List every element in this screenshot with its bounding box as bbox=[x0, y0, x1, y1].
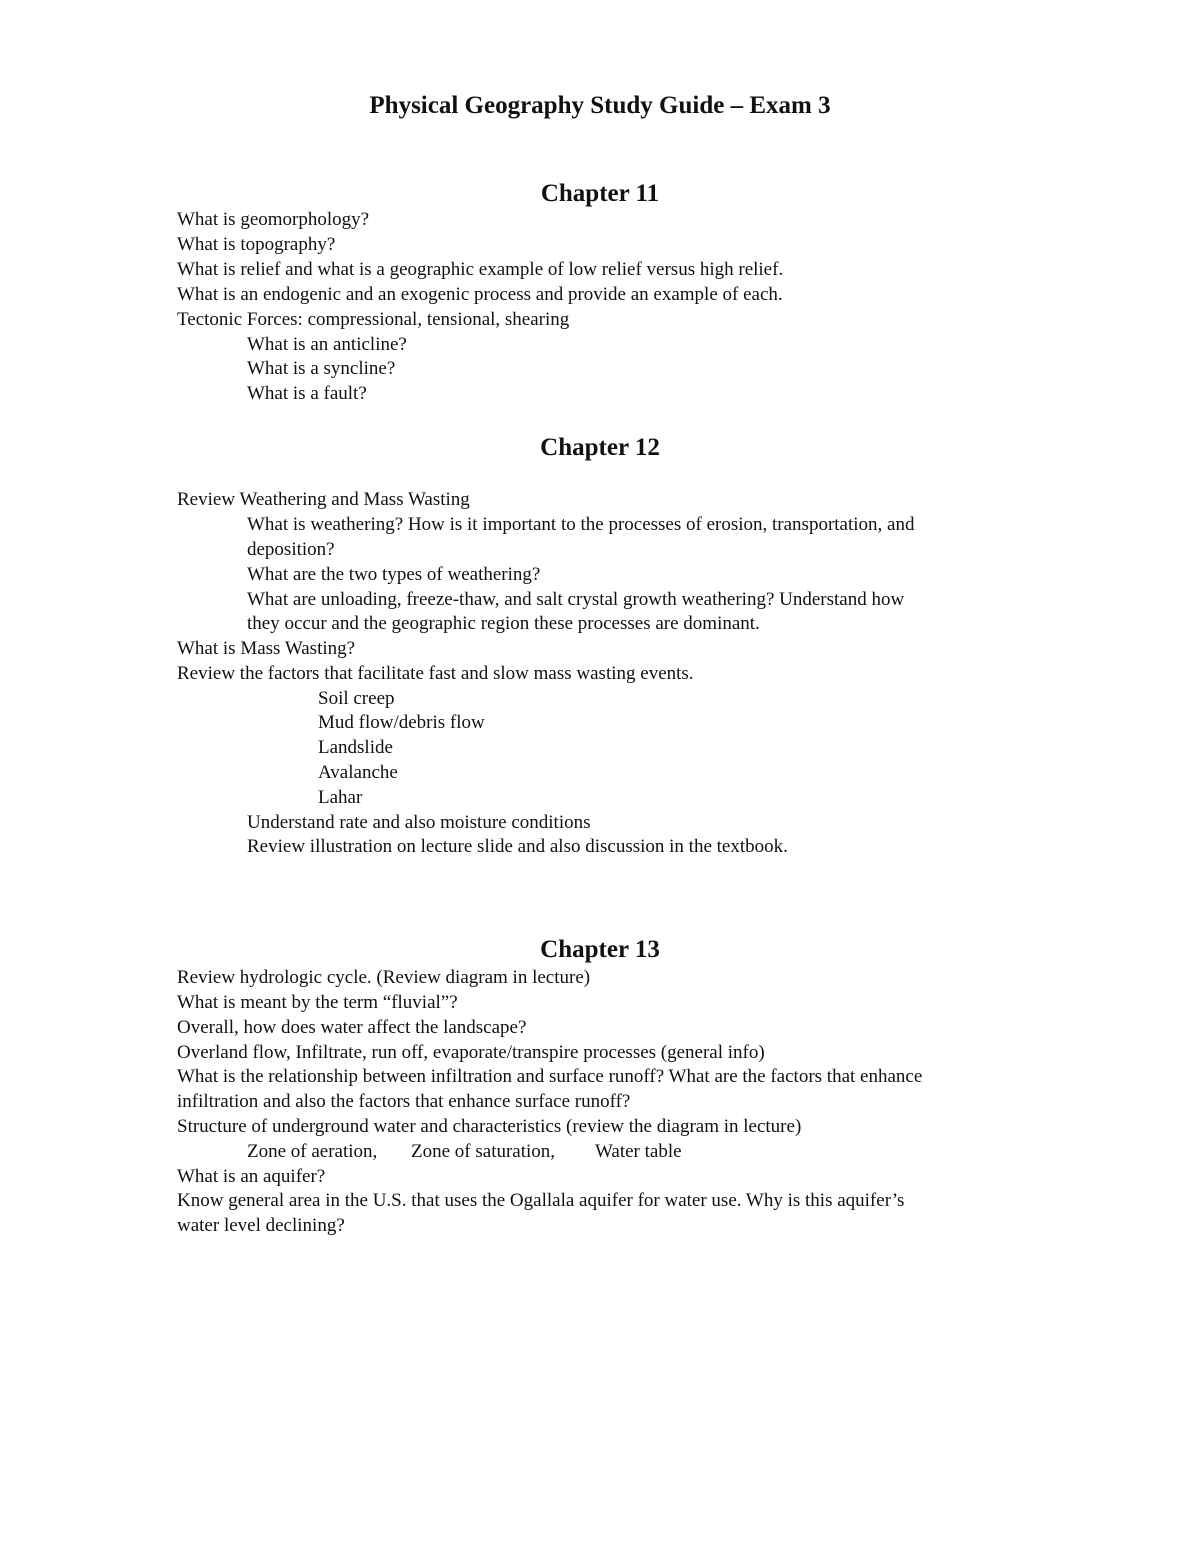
chapter-11-line: What is a syncline? bbox=[247, 358, 396, 379]
chapter-11-line: What is an endogenic and an exogenic process and provide an example of each. bbox=[177, 284, 783, 305]
mass-wasting-type: Landslide bbox=[318, 737, 393, 758]
chapter-13-line: What is the relationship between infiltration and surface runoff? What are the factors that enhance bbox=[177, 1066, 923, 1087]
chapter-11-line: What is relief and what is a geographic example of low relief versus high relief. bbox=[177, 259, 784, 280]
chapter-13-line: water level declining? bbox=[177, 1215, 345, 1236]
chapter-11-line: What is a fault? bbox=[247, 383, 367, 404]
chapter-11-line: Tectonic Forces: compressional, tensional, shearing bbox=[177, 309, 570, 330]
chapter-11-line: What is topography? bbox=[177, 234, 336, 255]
chapter-13-heading: Chapter 13 bbox=[540, 936, 660, 963]
water-table: Water table bbox=[595, 1141, 682, 1162]
mass-wasting-type: Lahar bbox=[318, 787, 363, 808]
chapter-11-line: What is an anticline? bbox=[247, 334, 407, 355]
zone-aeration: Zone of aeration, bbox=[247, 1141, 378, 1162]
mass-wasting-type: Avalanche bbox=[318, 762, 398, 783]
chapter-13-line: Review hydrologic cycle. (Review diagram in lecture) bbox=[177, 967, 591, 988]
mass-wasting-type: Mud flow/debris flow bbox=[318, 712, 485, 733]
chapter-12-line: Review Weathering and Mass Wasting bbox=[177, 489, 470, 510]
chapter-12-line: What is Mass Wasting? bbox=[177, 638, 356, 659]
document-title: Physical Geography Study Guide – Exam 3 bbox=[369, 92, 831, 119]
zone-saturation: Zone of saturation, bbox=[411, 1141, 556, 1162]
chapter-11-line: What is geomorphology? bbox=[177, 209, 370, 230]
groundwater-zones-line bbox=[247, 1140, 682, 1165]
chapter-12-line: What is weathering? How is it important to the processes of erosion, transportation, and bbox=[247, 514, 915, 535]
chapter-13-line: Structure of underground water and characteristics (review the diagram in lecture) bbox=[177, 1116, 802, 1137]
chapter-13-line: Overland flow, Infiltrate, run off, evaporate/transpire processes (general info) bbox=[177, 1042, 765, 1063]
chapter-12-heading: Chapter 12 bbox=[540, 434, 660, 461]
chapter-13-line: Overall, how does water affect the landscape? bbox=[177, 1017, 527, 1038]
chapter-13-line: What is meant by the term “fluvial”? bbox=[177, 992, 458, 1013]
mass-wasting-type: Soil creep bbox=[318, 688, 395, 709]
chapter-13-line: Know general area in the U.S. that uses the Ogallala aquifer for water use. Why is this aquifer’s bbox=[177, 1190, 905, 1211]
chapter-12-line: Review the factors that facilitate fast and slow mass wasting events. bbox=[177, 663, 694, 684]
chapter-12-line: deposition? bbox=[247, 539, 335, 560]
chapter-12-line: What are the two types of weathering? bbox=[247, 564, 541, 585]
chapter-12-line: Review illustration on lecture slide and also discussion in the textbook. bbox=[247, 836, 788, 857]
chapter-13-line: What is an aquifer? bbox=[177, 1166, 326, 1187]
chapter-12-line: Understand rate and also moisture conditions bbox=[247, 812, 591, 833]
chapter-13-line: infiltration and also the factors that enhance surface runoff? bbox=[177, 1091, 631, 1112]
chapter-11-heading: Chapter 11 bbox=[540, 180, 660, 207]
chapter-12-line: What are unloading, freeze-thaw, and salt crystal growth weathering? Understand how bbox=[247, 589, 905, 610]
chapter-12-line: they occur and the geographic region these processes are dominant. bbox=[247, 613, 760, 634]
